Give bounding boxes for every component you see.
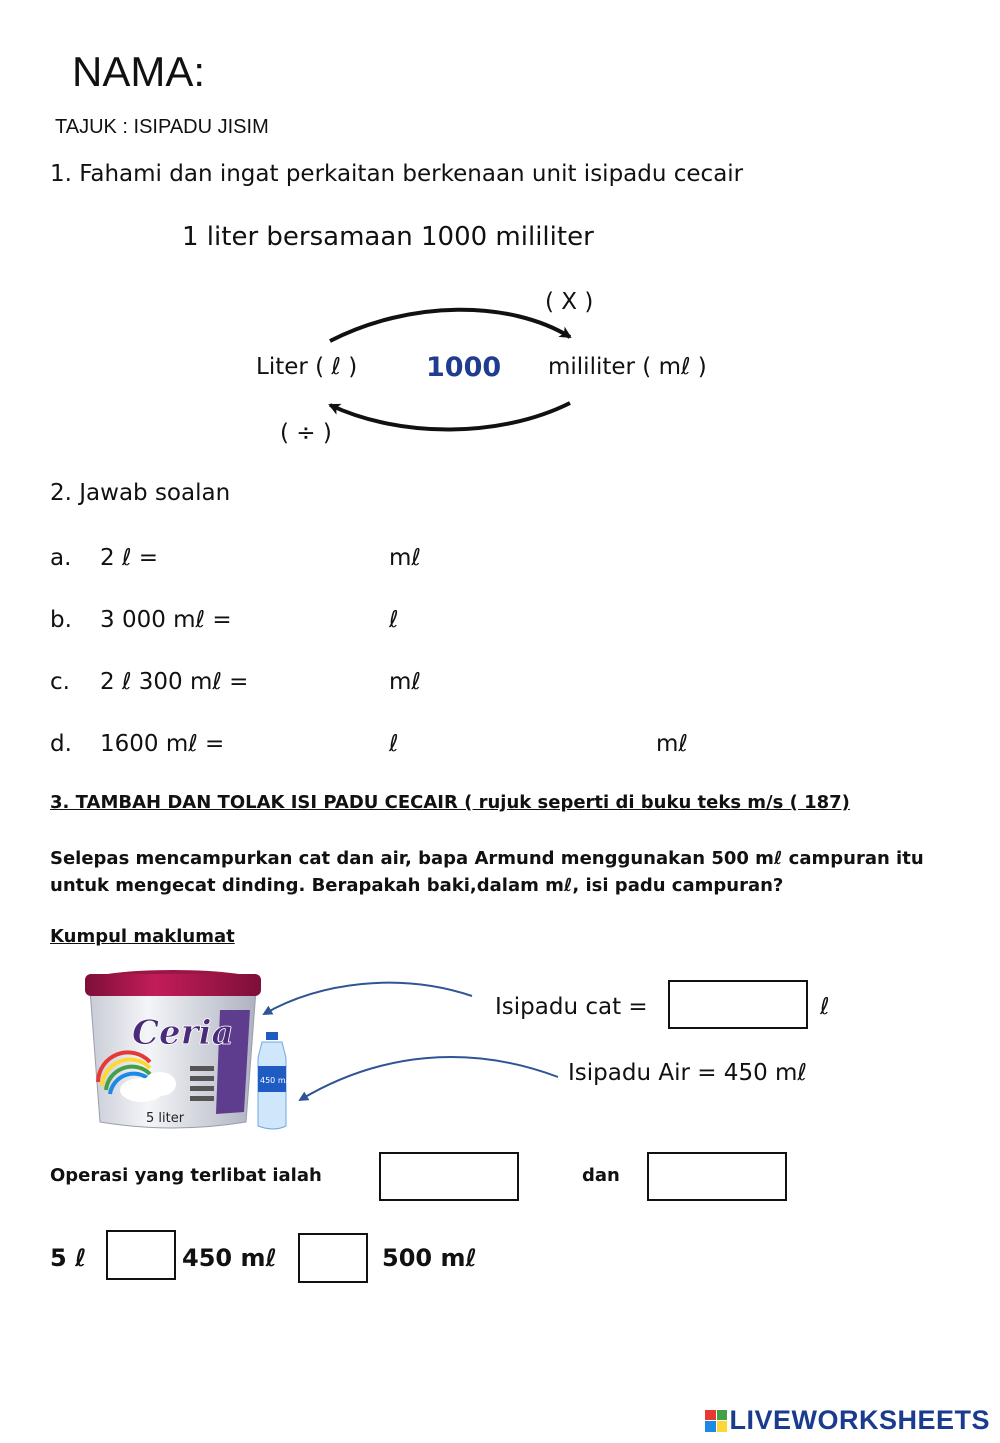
word-problem: Selepas mencampurkan cat dan air, bapa Armund menggunakan 500 mℓ campuran itu untuk mengecat dinding. Berapakah baki,dalam mℓ, isi padu campuran? [50, 848, 924, 896]
liter-unit: Liter ( ℓ ) [256, 354, 358, 380]
isipadu-cat-answer-box[interactable] [668, 980, 808, 1029]
conversion-arrows [0, 0, 1000, 460]
paint-volume: 5 liter [146, 1111, 185, 1126]
equation-operator-box-2[interactable] [298, 1233, 368, 1283]
question-c-unit: mℓ [389, 669, 421, 695]
operation-label: Operasi yang terlibat ialah [50, 1165, 322, 1186]
equation-term-a: 5 ℓ [50, 1244, 87, 1272]
section2-title: 2. Jawab soalan [50, 480, 231, 506]
question-c-expr: 2 ℓ 300 mℓ = [100, 669, 249, 695]
question-a-expr: 2 ℓ = [100, 545, 159, 571]
isipadu-cat-label: Isipadu cat = [495, 994, 648, 1020]
paint-brand: Ceria [132, 1013, 234, 1053]
multiply-label: ( X ) [545, 289, 594, 315]
gather-info-label: Kumpul maklumat [50, 926, 235, 947]
operation-answer-box-2[interactable] [647, 1152, 787, 1201]
logo-text: LIVEWORKSHEETS [729, 1405, 990, 1435]
info-pointer-arrows [0, 960, 1000, 1110]
equation-term-c: 500 mℓ [382, 1244, 477, 1272]
isipadu-cat-unit: ℓ [820, 994, 830, 1020]
name-label: NAMA: [72, 48, 206, 95]
question-d-expr: 1600 mℓ = [100, 731, 225, 757]
question-c-letter: c. [50, 669, 70, 695]
bottle-label: 450 mℓ [260, 1076, 289, 1085]
conversion-factor: 1000 [426, 352, 502, 383]
question-b-expr: 3 000 mℓ = [100, 607, 232, 633]
multiply-arrow [330, 310, 570, 341]
operation-answer-box-1[interactable] [379, 1152, 519, 1201]
milliliter-unit: mililiter ( mℓ ) [548, 354, 707, 380]
topic-label: TAJUK : ISIPADU JISIM [55, 116, 269, 138]
question-b-letter: b. [50, 607, 72, 633]
question-d-letter: d. [50, 731, 72, 757]
question-d-unit-l: ℓ [389, 731, 399, 757]
divide-label: ( ÷ ) [280, 420, 332, 446]
question-a-unit: mℓ [389, 545, 421, 571]
section3-title: 3. TAMBAH DAN TOLAK ISI PADU CECAIR ( rujuk seperti di buku teks m/s ( 187) [50, 792, 850, 813]
and-label: dan [582, 1165, 620, 1186]
isipadu-air-label: Isipadu Air = 450 mℓ [568, 1060, 807, 1086]
equation-term-b: 450 mℓ [182, 1244, 277, 1272]
equation-operator-box-1[interactable] [106, 1230, 176, 1280]
unit-relation: 1 liter bersamaan 1000 mililiter [182, 222, 594, 252]
question-a-letter: a. [50, 545, 72, 571]
liveworksheets-logo[interactable] [705, 1405, 990, 1436]
question-d-unit-ml: mℓ [656, 731, 688, 757]
question-b-unit: ℓ [389, 607, 399, 633]
divide-arrow [330, 403, 570, 430]
logo-mark-icon [705, 1410, 727, 1432]
section1-title: 1. Fahami dan ingat perkaitan berkenaan unit isipadu cecair [50, 161, 744, 187]
